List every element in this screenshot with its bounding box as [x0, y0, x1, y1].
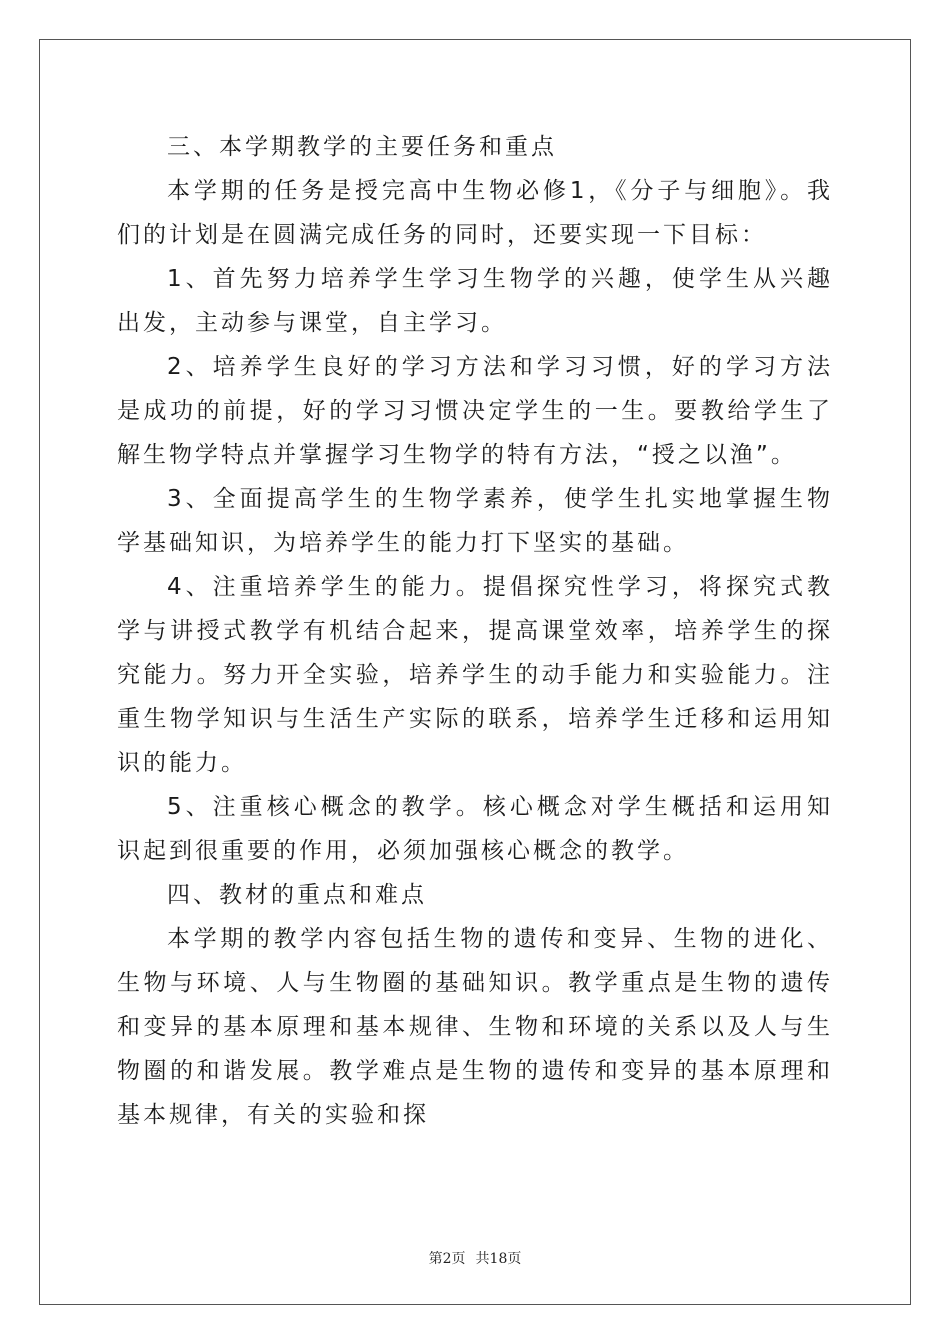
section-heading: 三、本学期教学的主要任务和重点	[167, 134, 557, 160]
paragraph: 本学期的教学内容包括生物的遗传和变异、生物的进化、生物与环境、人与生物圈的基础知识。教学重点是生物的遗传和变异的基本原理和基本规律、生物和环境的关系以及人与生物圈的和谐发展。教学难点是生物的遗传和变异的基本原理和基本规律，有关的实验和探	[117, 926, 833, 1128]
total-pages: 共18页	[475, 1251, 522, 1267]
list-item: 5、注重核心概念的教学。核心概念对学生概括和运用知识起到很重要的作用，必须加强核心概念的教学。	[117, 794, 833, 864]
page-footer	[0, 1248, 950, 1268]
list-item: 4、注重培养学生的能力。提倡探究性学习，将探究式教学与讲授式教学有机结合起来，提高课堂效率，培养学生的探究能力。努力开全实验，培养学生的动手能力和实验能力。注重生物学知识与生活生产实际的联系，培养学生迁移和运用知识的能力。	[117, 574, 833, 776]
paragraph: 本学期的任务是授完高中生物必修1，《分子与细胞》。我们的计划是在圆满完成任务的同时，还要实现一下目标：	[117, 178, 833, 248]
section-heading: 四、教材的重点和难点	[167, 882, 427, 908]
page-number: 第2页	[428, 1251, 466, 1267]
list-item: 1、首先努力培养学生学习生物学的兴趣，使学生从兴趣出发，主动参与课堂，自主学习。	[117, 266, 833, 336]
list-item: 3、全面提高学生的生物学素养，使学生扎实地掌握生物学基础知识，为培养学生的能力打下坚实的基础。	[117, 486, 833, 556]
document-body	[117, 125, 833, 1137]
list-item: 2、培养学生良好的学习方法和学习习惯，好的学习方法是成功的前提，好的学习习惯决定学生的一生。要教给学生了解生物学特点并掌握学习生物学的特有方法，“授之以渔”。	[117, 354, 833, 468]
